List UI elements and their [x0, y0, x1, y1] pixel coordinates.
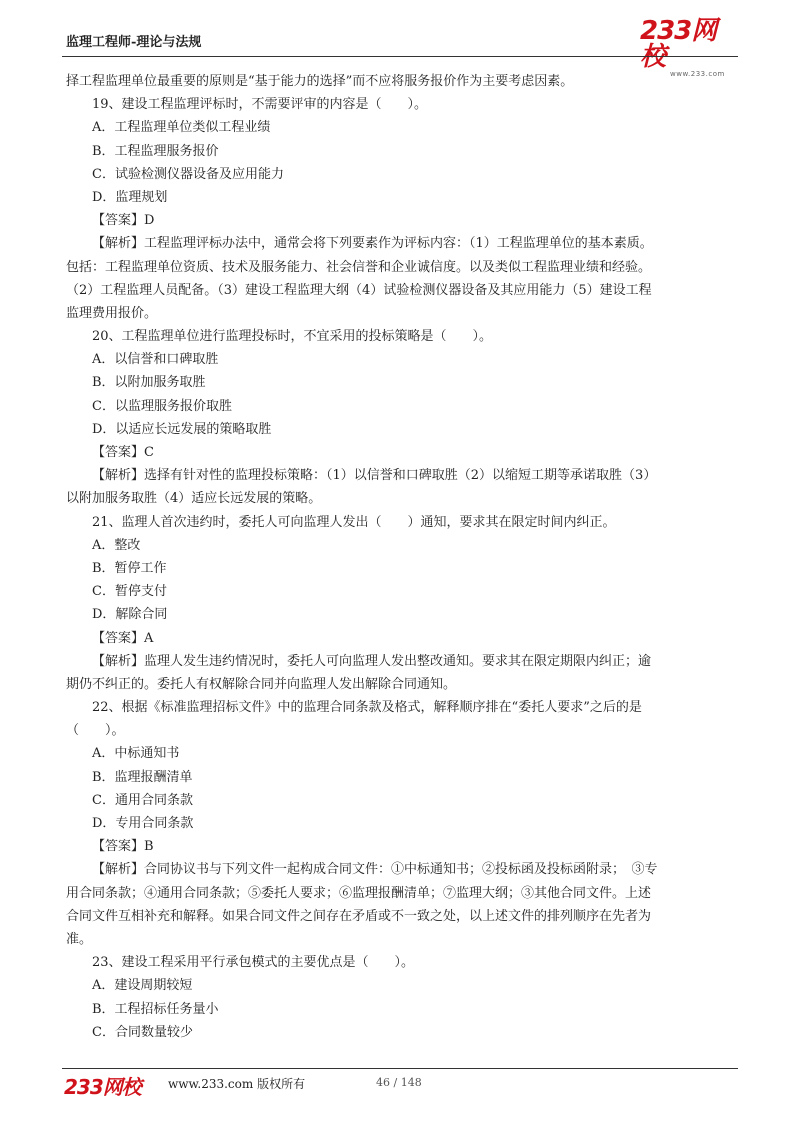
- text-line: 【答案】D: [92, 213, 155, 229]
- text-line: 【答案】C: [92, 445, 154, 460]
- text-line: （ ）。: [66, 723, 125, 739]
- text-line: 择工程监理单位最重要的原则是“基于能力的选择”而不应将服务报价作为主要考虑因素。: [66, 74, 574, 89]
- brand-logo: [640, 16, 740, 78]
- text-line: C．暂停支付: [92, 584, 167, 600]
- text-line: D．专用合同条款: [92, 816, 194, 831]
- text-line: 【解析】选择有针对性的监理投标策略：（1）以信誉和口碑取胜（2）以缩短工期等承诺取胜（3）: [92, 468, 657, 484]
- text-line: A．整改: [92, 537, 141, 553]
- text-line: B．工程监理服务报价: [92, 143, 219, 159]
- text-line: 21、监理人首次违约时，委托人可向监理人发出（ ）通知，要求其在限定时间内纠正。: [92, 514, 616, 530]
- text-line: 用合同条款；④通用合同条款；⑤委托人要求；⑥监理报酬清单；⑦监理大纲；③其他合同文件。上述: [66, 885, 652, 901]
- text-line: 包括：工程监理单位资质、技术及服务能力、社会信誉和企业诚信度。以及类似工程监理业绩和经验。: [66, 259, 652, 275]
- text-line: 22、根据《标准监理招标文件》中的监理合同条款及格式，解释顺序排在“委托人要求”之后的是: [92, 700, 642, 716]
- document-body: [66, 70, 742, 1044]
- text-line: 23、建设工程采用平行承包模式的主要优点是（ ）。: [92, 955, 415, 971]
- text-line: D．监理规划: [92, 189, 168, 205]
- text-line: C．以监理服务报价取胜: [92, 398, 232, 414]
- header-title: 监理工程师-理论与法规: [66, 35, 202, 50]
- text-line: A．中标通知书: [92, 746, 180, 762]
- text-line: B．以附加服务取胜: [92, 375, 206, 391]
- footer-copyright: www.233.com 版权所有: [168, 1077, 306, 1091]
- text-line: A．建设周期较短: [92, 978, 193, 994]
- text-line: （2）工程监理人员配备。（3）建设工程监理大纲（4）试验检测仪器设备及其应用能力（5）建设工程: [66, 282, 652, 298]
- text-line: 【答案】A: [92, 630, 154, 646]
- text-line: A．工程监理单位类似工程业绩: [92, 120, 271, 136]
- text-line: B．暂停工作: [92, 560, 167, 576]
- text-line: D．以适应长远发展的策略取胜: [92, 421, 272, 437]
- text-line: C．通用合同条款: [92, 792, 193, 808]
- text-line: C．合同数量较少: [92, 1024, 193, 1040]
- text-line: 20、工程监理单位进行监理投标时，不宜采用的投标策略是（ ）。: [92, 329, 493, 345]
- text-line: 监理费用报价。: [66, 305, 158, 321]
- text-line: B．监理报酬清单: [92, 769, 193, 785]
- text-line: 【解析】监理人发生违约情况时，委托人可向监理人发出整改通知。要求其在限定期限内纠正；逾: [92, 653, 652, 669]
- text-line: 以附加服务取胜（4）适应长远发展的策略。: [66, 491, 322, 507]
- text-line: A．以信誉和口碑取胜: [92, 352, 219, 368]
- brand-logo-url: www.233.com: [670, 70, 725, 78]
- text-line: D．解除合同: [92, 607, 168, 623]
- text-line: 合同文件互相补充和解释。如果合同文件之间存在矛盾或不一致之处，以上述文件的排列顺序在先者为: [66, 908, 652, 924]
- footer-divider: [62, 1068, 738, 1069]
- text-line: 【解析】合同协议书与下列文件一起构成合同文件：①中标通知书；②投标函及投标函附录； ③专: [92, 862, 658, 878]
- text-line: 【解析】工程监理评标办法中，通常会将下列要素作为评标内容：（1）工程监理单位的基本素质。: [92, 236, 653, 252]
- text-line: B．工程招标任务量小: [92, 1001, 219, 1017]
- footer-logo: 233网校: [64, 1075, 141, 1099]
- page-number: 46 / 148: [376, 1076, 422, 1089]
- text-line: 期仍不纠正的。委托人有权解除合同并向监理人发出解除合同通知。: [66, 676, 457, 692]
- text-line: 19、建设工程监理评标时，不需要评审的内容是（ ）。: [92, 97, 428, 113]
- text-line: C．试验检测仪器设备及应用能力: [92, 166, 284, 182]
- header-divider: [62, 56, 738, 57]
- text-line: 【答案】B: [92, 839, 154, 855]
- text-line: 准。: [66, 931, 93, 947]
- brand-logo-text: 233网校: [640, 16, 717, 72]
